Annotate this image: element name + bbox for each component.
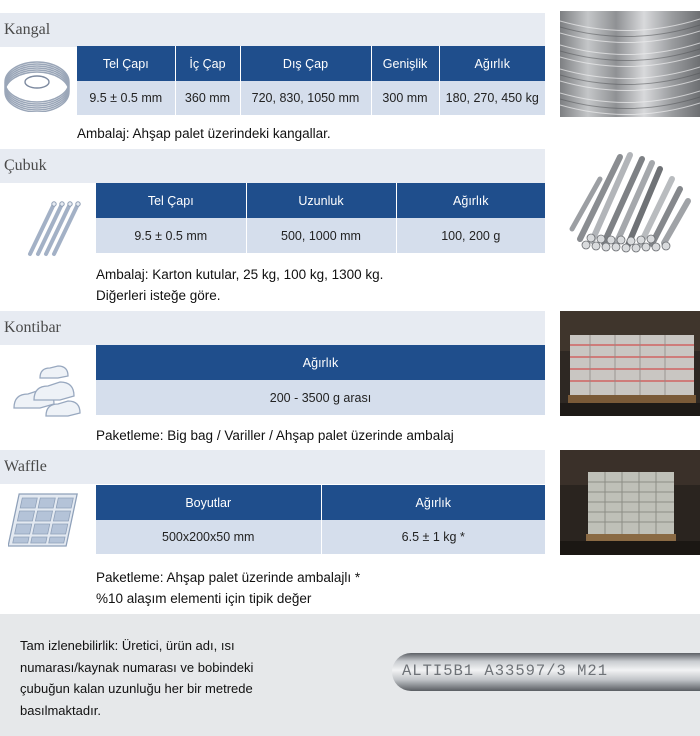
waffle-value-boyutlar: 500x200x50 mm (96, 520, 321, 554)
kontibar-header-agirlik: Ağırlık (96, 345, 545, 380)
kangal-value-tel-capi: 9.5 ± 0.5 mm (77, 81, 175, 115)
kontibar-note: Paketleme: Big bag / Variller / Ahşap palet üzerinde ambalaj (96, 428, 454, 443)
cubuk-photo (560, 149, 700, 256)
cubuk-note-line2: Diğerleri isteğe göre. (96, 288, 221, 303)
kangal-table (77, 46, 545, 115)
kangal-header-genislik: Genişlik (371, 46, 439, 81)
waffle-header-agirlik: Ağırlık (321, 485, 545, 520)
kontibar-table (96, 345, 545, 415)
kangal-value-ic-cap: 360 mm (175, 81, 240, 115)
cubuk-title: Çubuk (0, 149, 545, 183)
rod-marking-text: ALTI5B1 A33597/3 M21 (402, 662, 609, 680)
kangal-title: Kangal (0, 13, 545, 47)
traceability-text: Tam izlenebilirlik: Üretici, ürün adı, ısı numarası/kaynak numarası ve bobindeki çubuğun kalan uzunluğu her bir metrede basılmaktadır. (20, 638, 254, 718)
waffle-icon (8, 490, 80, 552)
cubuk-value-uzunluk: 500, 1000 mm (246, 218, 396, 253)
waffle-photo (560, 450, 700, 555)
kontibar-value-agirlik: 200 - 3500 g arası (96, 380, 545, 415)
cubuk-header-agirlik: Ağırlık (396, 183, 545, 218)
pallet-photo-illustration (560, 311, 700, 416)
kontibar-title: Kontibar (0, 311, 545, 345)
rods-photo-illustration (560, 149, 700, 256)
cubuk-table (96, 183, 545, 253)
kangal-value-dis-cap: 720, 830, 1050 mm (240, 81, 371, 115)
kangal-header-ic-cap: İç Çap (175, 46, 240, 81)
coil-icon (2, 52, 72, 112)
waffle-note-line2: %10 alaşım elementi için tipik değer (96, 591, 312, 606)
waffle-value-agirlik: 6.5 ± 1 kg * (321, 520, 545, 554)
cubuk-header-uzunluk: Uzunluk (246, 183, 396, 218)
rod-icon (20, 196, 82, 258)
kangal-header-tel-capi: Tel Çapı (77, 46, 175, 81)
cubuk-note-line1: Ambalaj: Karton kutular, 25 kg, 100 kg, 1300 kg. (96, 267, 384, 282)
kontibar-photo (560, 311, 700, 416)
coil-photo-illustration (560, 11, 700, 117)
kangal-note: Ambalaj: Ahşap palet üzerindeki kangallar. (77, 126, 331, 141)
kangal-header-agirlik: Ağırlık (439, 46, 545, 81)
kangal-photo (560, 11, 700, 117)
waffle-note-line1: Paketleme: Ahşap palet üzerinde ambalajlı * (96, 570, 361, 585)
waffle-header-boyutlar: Boyutlar (96, 485, 321, 520)
kangal-value-genislik: 300 mm (371, 81, 439, 115)
waffle-table (96, 485, 545, 554)
cubuk-header-tel-capi: Tel Çapı (96, 183, 246, 218)
cubuk-value-tel-capi: 9.5 ± 0.5 mm (96, 218, 246, 253)
cubuk-value-agirlik: 100, 200 g (396, 218, 545, 253)
contibar-icon (10, 364, 84, 420)
waffle-title: Waffle (0, 450, 545, 484)
kangal-value-agirlik: 180, 270, 450 kg (439, 81, 545, 115)
marked-rod-image (392, 653, 700, 691)
waffle-pallet-illustration (560, 450, 700, 555)
kangal-header-dis-cap: Dış Çap (240, 46, 371, 81)
